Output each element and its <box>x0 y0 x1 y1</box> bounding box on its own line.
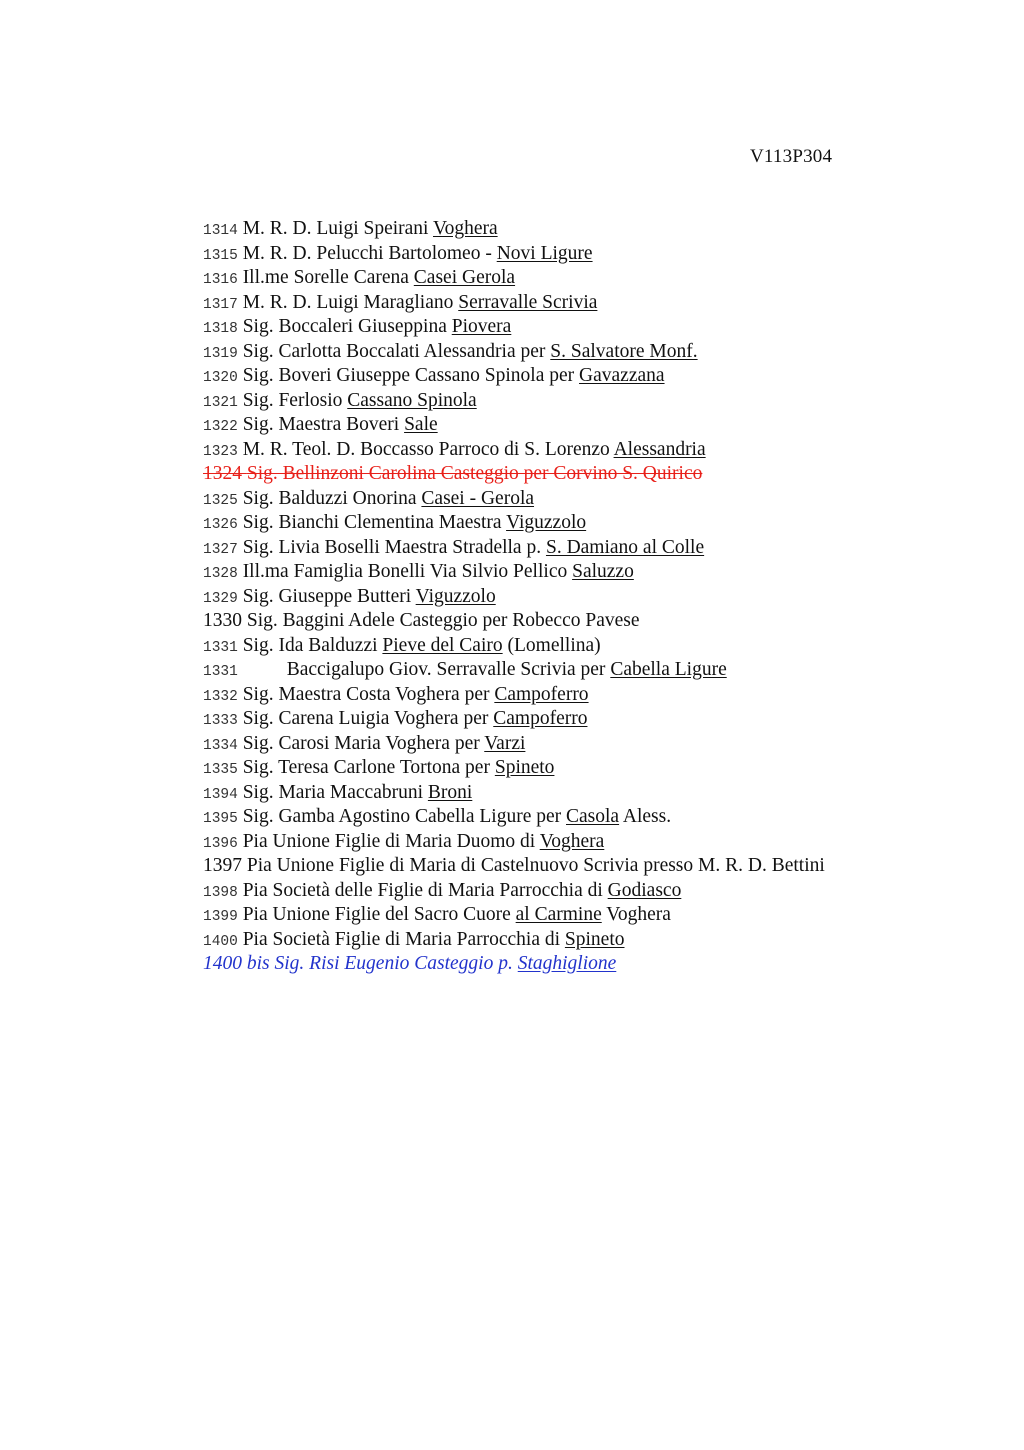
entry-name: Sig. Balduzzi Onorina <box>242 487 422 509</box>
entry-place: Casei Gerola <box>413 267 516 288</box>
entry-number: 1331 <box>203 664 238 680</box>
entry-place: Viguzzolo <box>506 512 587 533</box>
entry-number: 1397 <box>203 855 242 876</box>
entry-place: Casei - Gerola <box>421 487 535 509</box>
entry-number: 1315 <box>203 247 238 264</box>
entry-number: 1324 <box>203 463 242 484</box>
entry-number: 1317 <box>203 296 238 313</box>
list-item <box>203 438 944 463</box>
entry-number: 1326 <box>203 517 238 533</box>
entry-name: Sig. Maestra Costa Voghera per <box>242 683 495 705</box>
entry-name: Pia Unione Figlie del Sacro Cuore <box>242 904 516 925</box>
entry-name: Sig. Bellinzoni Carolina Casteggio per Corvino S. Quirico <box>246 463 703 484</box>
entry-name: Sig. Bianchi Clementina Maestra <box>242 512 507 533</box>
entry-number: 1396 <box>203 835 238 852</box>
entry-place: Varzi <box>484 732 526 754</box>
entry-place: Spineto <box>564 928 625 950</box>
list-item <box>203 487 944 512</box>
entry-name: Sig. Ferlosio <box>242 389 348 411</box>
entry-name: Sig. Maria Maccabruni <box>242 781 428 803</box>
entry-place: Pieve del Cairo <box>382 634 503 656</box>
entry-number: 1333 <box>203 713 238 729</box>
entry-name: Sig. Risi Eugenio Casteggio p. <box>274 953 518 974</box>
list-item <box>203 658 944 683</box>
list-item <box>203 413 944 438</box>
entry-name: Sig. Boveri Giuseppe Cassano Spinola per <box>242 365 580 386</box>
list-item <box>203 683 944 708</box>
entry-suffix: (Lomellina) <box>502 634 601 656</box>
entry-name: M. R. D. Pelucchi Bartolomeo - <box>242 242 497 264</box>
entry-number: 1400 <box>203 933 238 950</box>
entry-place: Serravalle Scrivia <box>458 291 598 313</box>
list-item <box>203 511 944 536</box>
entry-number: 1318 <box>203 321 238 337</box>
entry-number: 1394 <box>203 786 238 803</box>
entry-place: Campoferro <box>493 708 588 729</box>
list-item <box>203 756 944 781</box>
list-item <box>203 805 944 830</box>
entry-number: 1331 <box>203 639 238 656</box>
entry-place: S. Damiano al Colle <box>545 536 705 558</box>
entry-place: Spineto <box>494 757 555 778</box>
entry-place: Staghiglione <box>517 953 617 974</box>
entry-place: S. Salvatore Monf. <box>550 340 698 362</box>
entry-number: 1332 <box>203 688 238 705</box>
entry-name: Sig. Ida Balduzzi <box>242 634 383 656</box>
list-item <box>203 830 944 855</box>
list-item <box>203 536 944 561</box>
entry-place: Viguzzolo <box>415 585 496 607</box>
list-item <box>203 242 944 267</box>
entry-name: Sig. Carosi Maria Voghera per <box>242 732 485 754</box>
list-item <box>203 732 944 757</box>
entry-number: 1330 <box>203 610 242 631</box>
entry-number: 1400 bis <box>203 953 270 974</box>
entry-place: Casola <box>566 806 620 827</box>
entry-number: 1329 <box>203 590 238 607</box>
list-item-struck <box>203 462 944 487</box>
entry-name: Sig. Carena Luigia Voghera per <box>242 708 494 729</box>
list-item <box>203 707 944 732</box>
entry-number: 1398 <box>203 884 238 901</box>
entry-suffix: Voghera <box>601 904 671 925</box>
list-item <box>203 364 944 389</box>
entry-number: 1327 <box>203 541 238 558</box>
entry-place: Saluzzo <box>572 561 634 582</box>
list-item <box>203 879 944 904</box>
page-reference-code: V113P304 <box>750 146 833 167</box>
entry-number: 1325 <box>203 492 238 509</box>
list-item <box>203 609 944 634</box>
entry-name: Sig. Teresa Carlone Tortona per <box>242 757 495 778</box>
entry-place: Cassano Spinola <box>347 389 477 411</box>
entry-place: Piovera <box>451 316 512 337</box>
entry-name: M. R. D. Luigi Speirani <box>242 218 433 239</box>
entry-place: Alessandria <box>613 438 706 460</box>
entry-name: Sig. Baggini Adele Casteggio per Robecco Pavese <box>246 610 640 631</box>
entry-name: Baccigalupo Giov. Serravalle Scrivia per <box>286 659 611 680</box>
entry-number: 1328 <box>203 566 238 582</box>
list-item <box>203 928 944 953</box>
list-item <box>203 340 944 365</box>
list-item <box>203 585 944 610</box>
list-item <box>203 266 944 291</box>
entry-place: Sale <box>404 414 438 435</box>
list-item <box>203 781 944 806</box>
entry-name: M. R. Teol. D. Boccasso Parroco di S. Lorenzo <box>242 438 614 460</box>
entry-number: 1323 <box>203 443 238 460</box>
entry-place: Voghera <box>433 218 498 239</box>
entry-place: Voghera <box>539 830 605 852</box>
entry-name: Ill.ma Famiglia Bonelli Via Silvio Pellico <box>242 561 573 582</box>
entry-name: Ill.me Sorelle Carena <box>242 267 414 288</box>
entry-number: 1316 <box>203 272 238 288</box>
entry-number: 1334 <box>203 737 238 754</box>
list-item <box>203 854 944 879</box>
list-item <box>203 560 944 585</box>
list-item <box>203 291 944 316</box>
entry-number: 1314 <box>203 223 238 239</box>
list-item-added <box>203 952 944 977</box>
address-list <box>203 217 944 977</box>
entry-name: M. R. D. Luigi Maragliano <box>242 291 459 313</box>
entry-place: Cabella Ligure <box>610 659 727 680</box>
entry-name: Pia Unione Figlie di Maria di Castelnuovo Scrivia presso M. R. D. Bettini <box>246 855 825 876</box>
entry-place: al Carmine <box>515 904 602 925</box>
entry-place: Gavazzana <box>579 365 665 386</box>
entry-place: Broni <box>427 781 473 803</box>
entry-number: 1322 <box>203 419 238 435</box>
entry-suffix: Aless. <box>619 806 672 827</box>
list-item <box>203 217 944 242</box>
entry-name: Sig. Giuseppe Butteri <box>242 585 416 607</box>
entry-place: Novi Ligure <box>496 242 593 264</box>
entry-number: 1321 <box>203 394 238 411</box>
entry-name: Pia Società Figlie di Maria Parrocchia di <box>242 928 565 950</box>
entry-number: 1320 <box>203 370 238 386</box>
list-item <box>203 903 944 928</box>
entry-name: Sig. Maestra Boveri <box>242 414 405 435</box>
list-item <box>203 315 944 340</box>
entry-name: Pia Unione Figlie di Maria Duomo di <box>242 830 540 852</box>
list-item <box>203 634 944 659</box>
entry-number: 1335 <box>203 762 238 778</box>
entry-number: 1395 <box>203 811 238 827</box>
entry-name: Sig. Gamba Agostino Cabella Ligure per <box>242 806 566 827</box>
list-item <box>203 389 944 414</box>
entry-number: 1319 <box>203 345 238 362</box>
entry-place: Godiasco <box>607 879 682 901</box>
entry-number: 1399 <box>203 909 238 925</box>
entry-name: Sig. Livia Boselli Maestra Stradella p. <box>242 536 546 558</box>
entry-name: Sig. Carlotta Boccalati Alessandria per <box>242 340 551 362</box>
entry-name: Pia Società delle Figlie di Maria Parrocchia di <box>242 879 608 901</box>
entry-place: Campoferro <box>494 683 589 705</box>
entry-name: Sig. Boccaleri Giuseppina <box>242 316 452 337</box>
